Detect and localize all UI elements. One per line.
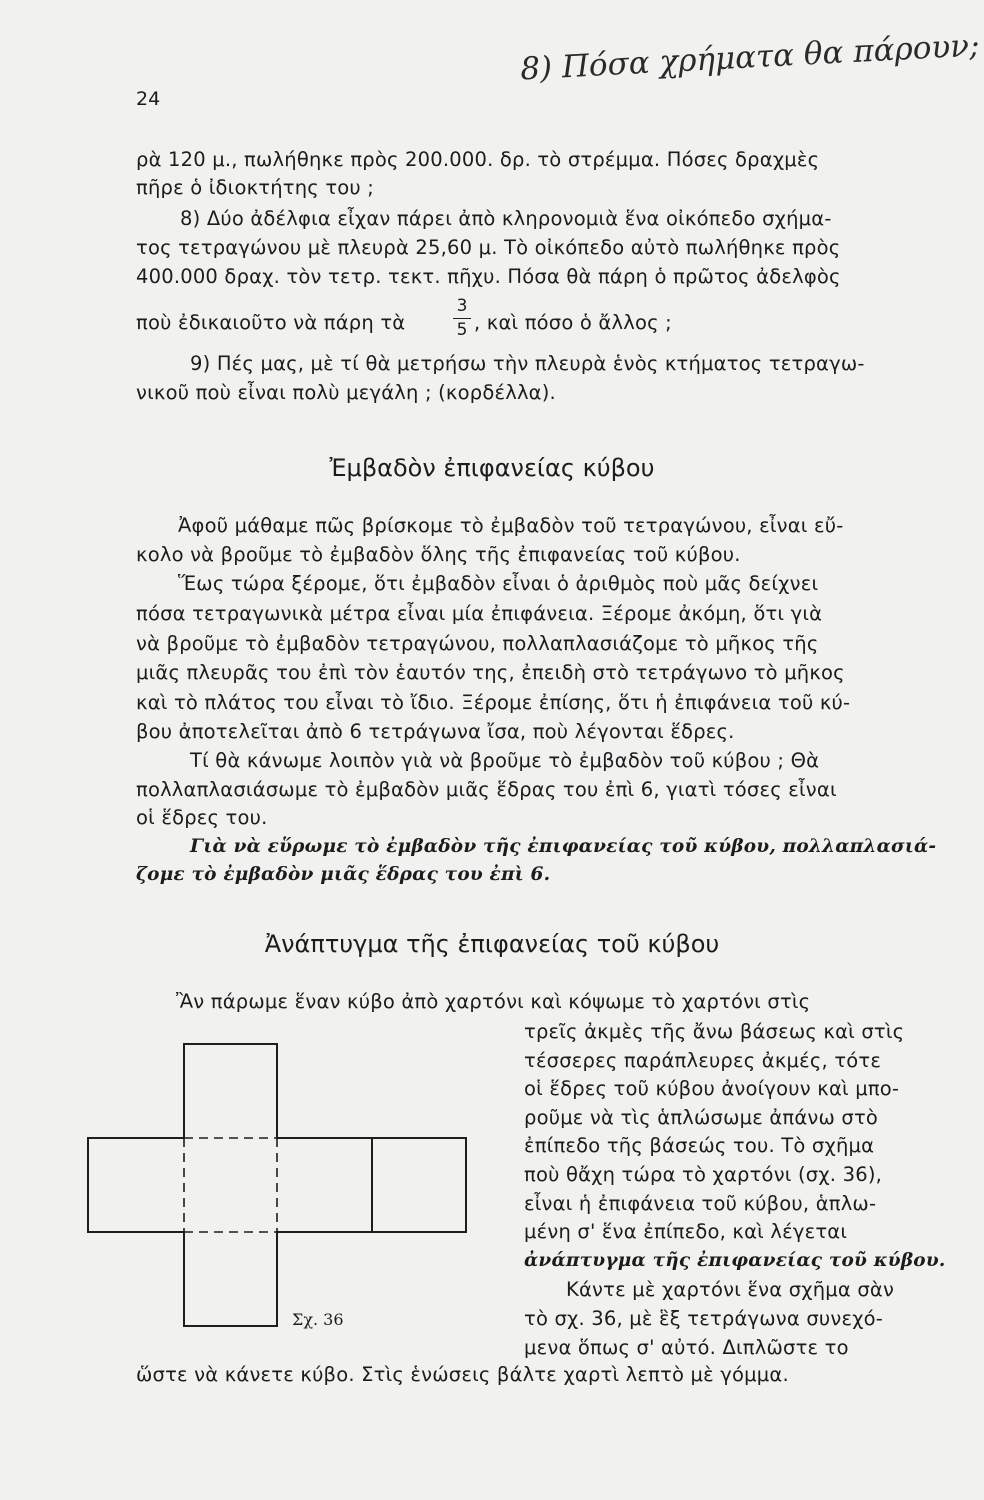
text-line: ὥστε νὰ κάνετε κύβο. Στὶς ἑνώσεις βάλτε χαρτὶ λεπτὸ μὲ γόμμα. [136,1363,789,1386]
text-line: ροῦμε νὰ τὶς ἁπλώσωμε ἀπάνω στὸ [524,1106,879,1129]
text-line: Ἂν πάρωμε ἕναν κύβο ἀπὸ χαρτόνι καὶ κόψωμε τὸ χαρτόνι στὶς [176,990,811,1013]
text-line: μιᾶς πλευρᾶς του ἐπὶ τὸν ἑαυτόν της, ἐπειδὴ στὸ τετράγωνο τὸ μῆκος [136,661,845,684]
text-line: τὸ σχ. 36, μὲ ἓξ τετράγωνα συνεχό- [524,1307,884,1330]
text-line: ποὺ ἐδικαιοῦτο νὰ πάρη τὰ [136,311,406,334]
text-line: πῆρε ὁ ἰδιοκτήτης του ; [136,176,375,199]
text-line: τρεῖς ἀκμὲς τῆς ἄνω βάσεως καὶ στὶς [524,1020,905,1043]
handwritten-note: 8) Πόσα χρήματα θα πάρουν; [519,27,981,88]
text-line: Τί θὰ κάνωμε λοιπὸν γιὰ νὰ βροῦμε τὸ ἐμβαδὸν τοῦ κύβου ; Θὰ [190,749,820,772]
text-line: , καὶ πόσο ὁ ἄλλος ; [474,311,672,334]
text-line: τέσσερες παράπλευρες ἀκμές, τότε [524,1049,882,1072]
page-number: 24 [136,88,161,110]
text-line: ποὺ θἄχη τώρα τὸ χαρτόνι (σχ. 36), [524,1163,883,1186]
text-line: μένη σ' ἕνα ἐπίπεδο, καὶ λέγεται [524,1220,848,1243]
text-line: κολο νὰ βροῦμε τὸ ἐμβαδὸν ὅλης τῆς ἐπιφανείας τοῦ κύβου. [136,543,741,566]
text-line: Ἀφοῦ μάθαμε πῶς βρίσκομε τὸ ἐμβαδὸν τοῦ τετραγώνου, εἶναι εὔ- [178,514,844,537]
text-line: Κάντε μὲ χαρτόνι ἕνα σχῆμα σὰν [566,1278,895,1301]
text-line: ρὰ 120 μ., πωλήθηκε πρὸς 200.000. δρ. τὸ στρέμμα. Πόσες δραχμὲς [136,148,820,171]
text-line: ἐπίπεδο τῆς βάσεώς του. Τὸ σχῆμα [524,1134,875,1157]
text-line: τος τετραγώνου μὲ πλευρὰ 25,60 μ. Τὸ οἰκόπεδο αὐτὸ πωλήθηκε πρὸς [136,236,841,259]
text-line: 9) Πές μας, μὲ τί θὰ μετρήσω τὴν πλευρὰ ἑνὸς κτήματος τετραγω- [190,352,865,375]
text-line: βου ἀποτελεῖται ἀπὸ 6 τετράγωνα ἴσα, ποὺ λέγονται ἕδρες. [136,720,735,743]
text-line: νὰ βροῦμε τὸ ἐμβαδὸν τετραγώνου, πολλαπλασιάζομε τὸ μῆκος τῆς [136,632,819,655]
text-line: 8) Δύο ἀδέλφια εἶχαν πάρει ἀπὸ κληρονομιὰ ἕνα οἰκόπεδο σχήμα- [180,207,832,230]
text-line: νικοῦ ποὺ εἶναι πολὺ μεγάλη ; (κορδέλλα). [136,381,556,404]
text-line: οἱ ἕδρες του. [136,806,268,829]
rule-line: ζομε τὸ ἐμβαδὸν μιᾶς ἕδρας του ἐπὶ 6. [136,864,551,885]
text-line: 400.000 δραχ. τὸν τετρ. τεκτ. πῆχυ. Πόσα θὰ πάρη ὁ πρῶτος ἀδελφὸς [136,265,841,288]
figure-caption: Σχ. 36 [292,1310,344,1329]
text-line: οἱ ἕδρες τοῦ κύβου ἀνοίγουν καὶ μπο- [524,1077,900,1100]
text-line: πόσα τετραγωνικὰ μέτρα εἶναι μία ἐπιφάνεια. Ξέρομε ἀκόμη, ὅτι γιὰ [136,602,823,625]
section-heading: Ἐμβαδὸν ἐπιφανείας κύβου [329,454,655,482]
fraction-numerator: 3 [456,296,468,316]
section-heading: Ἀνάπτυγμα τῆς ἐπιφανείας τοῦ κύβου [264,930,720,958]
fraction-denominator: 5 [456,320,468,340]
term-line: ἀνάπτυγμα τῆς ἐπιφανείας τοῦ κύβου. [524,1250,946,1271]
text-line: καὶ τὸ πλάτος του εἶναι τὸ ἴδιο. Ξέρομε ἐπίσης, ὅτι ἡ ἐπιφάνεια τοῦ κύ- [136,691,851,714]
text-line: Ἕως τώρα ξέρομε, ὅτι ἐμβαδὸν εἶναι ὁ ἀριθμὸς ποὺ μᾶς δείχνει [178,572,819,595]
text-line: εἶναι ἡ ἐπιφάνεια τοῦ κύβου, ἁπλω- [524,1192,877,1215]
rule-line: Γιὰ νὰ εὕρωμε τὸ ἐμβαδὸν τῆς ἐπιφανείας τοῦ κύβου, πολλαπλασιά- [190,836,937,857]
text-line: μενα ὅπως σ' αὐτό. Διπλῶστε το [524,1336,849,1359]
text-line: πολλαπλασιάσωμε τὸ ἐμβαδὸν μιᾶς ἕδρας του ἐπὶ 6, γιατὶ τόσες εἶναι [136,778,837,801]
